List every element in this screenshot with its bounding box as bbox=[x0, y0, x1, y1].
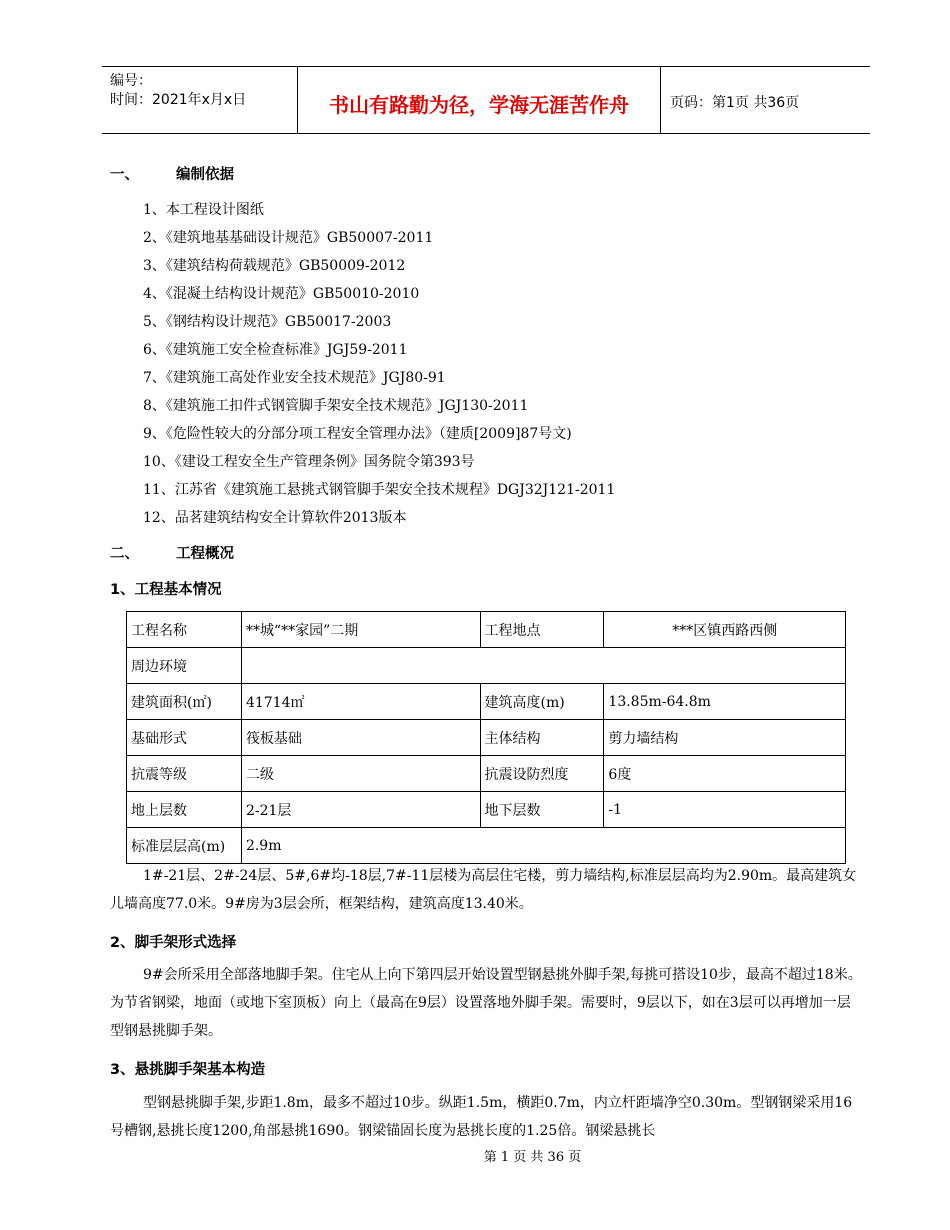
basis-item: 3、《建筑结构荷载规范》GB50009-2012 bbox=[143, 258, 406, 274]
table-cell: 2-21层 bbox=[241, 792, 480, 828]
table-row bbox=[127, 720, 846, 756]
doc-number-label: 编号： bbox=[110, 73, 152, 89]
table-cell: 二级 bbox=[241, 756, 480, 792]
table-cell: 建筑高度(m) bbox=[480, 684, 604, 720]
table-row bbox=[127, 792, 846, 828]
subsection-title: 2、脚手架形式选择 bbox=[110, 935, 237, 951]
table-row bbox=[127, 828, 846, 864]
section-title: 编制依据 bbox=[176, 167, 234, 183]
table-cell: 建筑面积(㎡) bbox=[127, 684, 242, 720]
basis-item: 7、《建筑施工高处作业安全技术规范》JGJ80-91 bbox=[143, 370, 446, 386]
page-footer: 第 1 页 共 36 页 bbox=[483, 1150, 582, 1165]
header-meta-cell bbox=[102, 67, 298, 133]
basis-item: 11、江苏省《建筑施工悬挑式钢管脚手架安全技术规程》DGJ32J121-2011 bbox=[143, 482, 616, 498]
table-cell: 工程地点 bbox=[480, 612, 604, 648]
table-row bbox=[127, 612, 846, 648]
header-motto-cell bbox=[298, 67, 661, 133]
basis-item: 5、《钢结构设计规范》GB50017-2003 bbox=[143, 314, 392, 330]
basis-item: 10、《建设工程安全生产管理条例》国务院令第393号 bbox=[143, 454, 475, 470]
table-row bbox=[127, 684, 846, 720]
table-cell: 工程名称 bbox=[127, 612, 242, 648]
table-cell: 基础形式 bbox=[127, 720, 242, 756]
basis-item: 1、本工程设计图纸 bbox=[143, 202, 264, 218]
basis-item: 9、《危险性较大的分部分项工程安全管理办法》（建质[2009]87号文) bbox=[143, 426, 572, 442]
table-cell: 地下层数 bbox=[480, 792, 604, 828]
header-page-number: 页码：第1页 共36页 bbox=[670, 95, 800, 111]
table-cell: 抗震设防烈度 bbox=[480, 756, 604, 792]
project-info-table bbox=[126, 611, 846, 864]
table-row bbox=[127, 756, 846, 792]
table-cell: 41714㎡ bbox=[241, 684, 480, 720]
subsection-title: 1、工程基本情况 bbox=[110, 582, 222, 598]
table-cell: 周边环境 bbox=[127, 648, 242, 684]
header-page-cell bbox=[661, 67, 870, 133]
table-cell: ***区镇西路西侧 bbox=[604, 612, 846, 648]
table-cell: 2.9m bbox=[241, 828, 845, 864]
section-number: 二、 bbox=[110, 546, 139, 562]
scaffold-choice-paragraph: 9#会所采用全部落地脚手架。住宅从上向下第四层开始设置型钢悬挑外脚手架,每挑可搭设10步，最高不超过18米。为节省钢梁，地面（或地下室顶板）向上（最高在9层）设置落地外脚手架。需要时，9层以下，如在3层可以再增加一层型钢悬挑脚手架。 bbox=[110, 967, 862, 1039]
table-cell: 13.85m-64.8m bbox=[604, 684, 846, 720]
basis-item: 6、《建筑施工安全检查标准》JGJ59-2011 bbox=[143, 342, 408, 358]
table-cell: 主体结构 bbox=[480, 720, 604, 756]
table-cell: 抗震等级 bbox=[127, 756, 242, 792]
basis-item: 12、品茗建筑结构安全计算软件2013版本 bbox=[143, 510, 407, 526]
basis-item: 8、《建筑施工扣件式钢管脚手架安全技术规范》JGJ130-2011 bbox=[143, 398, 529, 414]
section-number: 一、 bbox=[110, 167, 139, 183]
table-cell: 标准层层高(m) bbox=[127, 828, 242, 864]
table-cell: 地上层数 bbox=[127, 792, 242, 828]
overview-paragraph: 1#-21层、2#-24层、5#,6#均-18层,7#-11层楼为高层住宅楼，剪力墙结构,标准层层高均为2.90m。最高建筑女儿墙高度77.0米。9#房为3层会所，框架结构，建筑高度13.40米。 bbox=[110, 868, 857, 912]
table-cell: 筏板基础 bbox=[241, 720, 480, 756]
table-cell: 剪力墙结构 bbox=[604, 720, 846, 756]
table-cell: **城“**家园”二期 bbox=[241, 612, 480, 648]
table-cell: -1 bbox=[604, 792, 846, 828]
doc-time-label: 时间：2021年x月x日 bbox=[110, 92, 247, 108]
page-header bbox=[102, 66, 870, 134]
header-motto: 书山有路勤为径，学海无涯苦作舟 bbox=[329, 93, 629, 117]
scaffold-structure-paragraph: 型钢悬挑脚手架,步距1.8m，最多不超过10步。纵距1.5m，横距0.7m，内立杆距墙净空0.30m。型钢钢梁采用16号槽钢,悬挑长度1200,角部悬挑1690。钢梁锚固长度为悬挑长度的1.25倍。钢梁悬挑长 bbox=[110, 1095, 853, 1139]
table-row bbox=[127, 648, 846, 684]
basis-item: 2、《建筑地基基础设计规范》GB50007-2011 bbox=[143, 230, 434, 246]
section-title: 工程概况 bbox=[176, 546, 234, 562]
table-cell: 6度 bbox=[604, 756, 846, 792]
subsection-title: 3、悬挑脚手架基本构造 bbox=[110, 1062, 266, 1078]
basis-item: 4、《混凝土结构设计规范》GB50010-2010 bbox=[143, 286, 420, 302]
table-cell bbox=[241, 648, 845, 684]
